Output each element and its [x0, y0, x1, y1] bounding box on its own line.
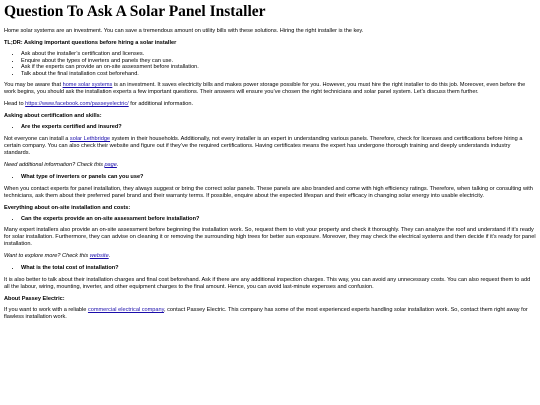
- question-inverters: • What type of inverters or panels can you use?: [21, 174, 536, 181]
- intro-paragraph: Home solar systems are an investment. You can save a tremendous amount on utility bills with these solutions. Hiring the right installer is the key.: [4, 28, 364, 34]
- question-list: [4, 124, 536, 131]
- question-list: [4, 265, 536, 272]
- question-list: [4, 174, 536, 181]
- tldr-item: • Ask about the installer’s certification and licenses.: [21, 51, 536, 58]
- assessment-note: [4, 253, 536, 260]
- text: You may be aware that: [4, 82, 63, 89]
- solar-lethbridge-link[interactable]: solar Lethbridge: [69, 135, 111, 142]
- text: , contact Passey Electric. This company has some of the most experienced experts handling solar installation work. So, contact them right away for flawless installation work.: [4, 306, 528, 320]
- question-certified: • Are the experts certified and insured?: [21, 124, 536, 131]
- text: If you want to work with a reliable: [4, 306, 88, 313]
- section-heading-installation: Everything about on-site installation and costs:: [4, 204, 131, 211]
- tldr-item: • Ask if the experts can provide an on-site assessment before installation.: [21, 64, 536, 71]
- page-link-label: page: [104, 161, 117, 168]
- website-link[interactable]: [90, 253, 109, 259]
- text: .: [116, 161, 119, 168]
- tldr-item: • Talk about the final installation cost beforehand.: [21, 71, 536, 78]
- inverters-paragraph: When you contact experts for panel installation, they always suggest or bring the correct solar panels. These panels are also branded and come with high efficiency ratings. Therefore, when talking or consulting with technicians, ask them about their preferred panel brand and their warranty terms. If possible, enquire about the expected lifespan and their efficacy in changing solar energy into usable electricity.: [4, 185, 533, 199]
- text: for additional information.: [128, 101, 194, 108]
- text: Want to explore more? Check this: [4, 253, 90, 260]
- tldr-list: [4, 51, 536, 77]
- text: Not everyone can install a: [4, 135, 70, 142]
- certification-paragraph: [4, 136, 536, 157]
- text: system in their households. Additionally, not every installer is an expert in understanding various panels. Therefore, check for licenses and certifications before hiring a certain company. You can also check their website and figure out if they’ve the required certifications. Having certificates means the expert has undergone thorough training and deeply understands industry standards.: [4, 135, 523, 156]
- certification-note: [4, 162, 536, 169]
- text: Need additional information? Check this: [4, 161, 105, 168]
- about-paragraph: [4, 307, 536, 321]
- question-list: [4, 216, 536, 223]
- tldr-heading: TL;DR: Asking important questions before hiring a solar installer: [4, 40, 177, 46]
- cost-paragraph: It is also better to talk about their installation charges and final cost beforehand. Ask if there are any additional inspection charges. This way, you can avoid any unnecessary costs. You can also request them to add all the labour, wiring, mounting, inverter, and other equipment charges to the final amount. Hence, you can avoid last-minute expenses and confusion.: [4, 276, 531, 290]
- page-link[interactable]: [104, 162, 116, 168]
- tldr-item: • Enquire about the types of inverters and panels they can use.: [21, 58, 536, 65]
- question-cost: • What is the total cost of installation?: [21, 265, 536, 272]
- home-solar-systems-link[interactable]: home solar systems: [62, 82, 113, 89]
- text: Head to: [4, 101, 26, 108]
- website-link-label: website: [89, 253, 109, 260]
- text: is an investment. It saves electricity bills and makes power storage possible for you. However, you must hire the right installer to do this job. Moreover, even before the work begins, you should ask the installation experts a few important questions. Their answers will ensure you’ve chosen the right technicians and solar panel system. Let’s discuss them further.: [4, 82, 526, 96]
- overview-paragraph: [4, 82, 536, 96]
- text: .: [108, 253, 111, 260]
- section-heading-about: About Passey Electric:: [4, 295, 65, 302]
- page-title: Question To Ask A Solar Panel Installer: [4, 3, 266, 20]
- commercial-electrical-company-link[interactable]: commercial electrical company: [87, 306, 165, 313]
- question-assessment: • Can the experts provide an on-site assessment before installation?: [21, 216, 536, 223]
- facebook-paragraph: [4, 101, 536, 108]
- facebook-link[interactable]: https://www.facebook.com/passeyelectric/: [25, 101, 129, 108]
- assessment-paragraph: Many expert installers also provide an on-site assessment before beginning the installation work. So, request them to visit your property and check it thoroughly. They can analyze the roof and understand if it’s ready for solar installation. Furthermore, they can advise on cleaning it or removing the surrounding high trees for better sun exposure. Moreover, they may check the electrical systems and then decide if it’s ready for panel installation.: [4, 227, 536, 248]
- section-heading-certification: Asking about certification and skills:: [4, 113, 102, 120]
